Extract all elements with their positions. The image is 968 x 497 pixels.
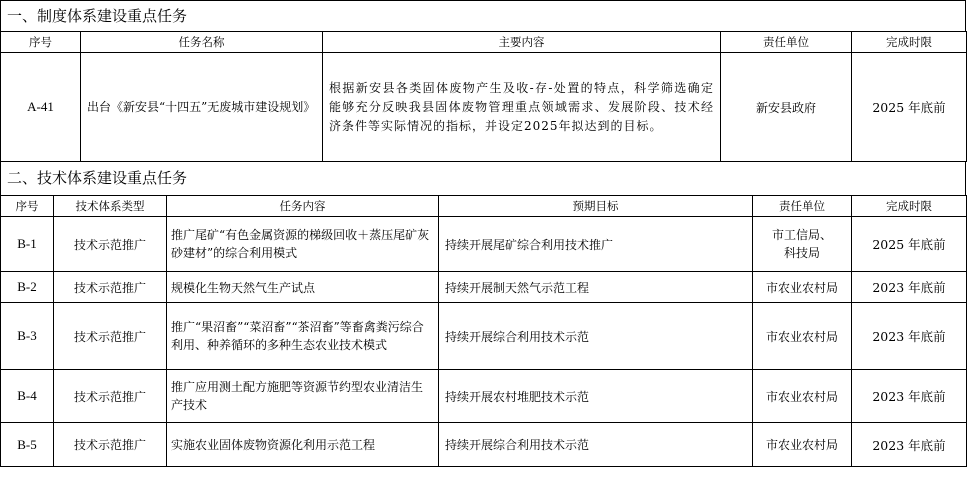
row-tech-type: 技术示范推广 bbox=[54, 272, 167, 303]
row-deadline: 2023 年底前 bbox=[852, 303, 967, 370]
row-task-name: 出台《新安县“十四五”无废城市建设规划》 bbox=[81, 53, 323, 162]
row-main-content: 根据新安县各类固体废物产生及收-存-处置的特点，科学筛选确定能够充分反映我县固体废物管理重点领域需求、发展阶段、技术经济条件等实际情况的指标，并设定2025年拟达到的目标。 bbox=[323, 53, 721, 162]
row-deadline: 2023 年底前 bbox=[852, 423, 967, 467]
row-tech-type: 技术示范推广 bbox=[54, 303, 167, 370]
row-seq: B-2 bbox=[1, 272, 54, 303]
row-task-content: 实施农业固体废物资源化利用示范工程 bbox=[167, 423, 439, 467]
header-task-content: 任务内容 bbox=[167, 196, 439, 217]
row-seq: B-3 bbox=[1, 303, 54, 370]
row-task-content: 推广“果沼畜”“菜沼畜”“茶沼畜”等畜禽粪污综合利用、种养循环的多种生态农业技术模式 bbox=[167, 303, 439, 370]
row-seq: A-41 bbox=[1, 53, 81, 162]
row-deadline: 2023 年底前 bbox=[852, 272, 967, 303]
section2-header-row bbox=[1, 196, 967, 217]
row-expected-goal: 持续开展尾矿综合利用技术推广 bbox=[439, 217, 753, 272]
section2-table bbox=[0, 195, 967, 467]
header-task-name: 任务名称 bbox=[81, 32, 323, 53]
row-deadline: 2025 年底前 bbox=[852, 217, 967, 272]
header-responsible-unit: 责任单位 bbox=[753, 196, 852, 217]
row-responsible-unit: 市农业农村局 bbox=[753, 370, 852, 423]
row-responsible-unit: 市农业农村局 bbox=[753, 272, 852, 303]
header-seq: 序号 bbox=[1, 196, 54, 217]
table-row bbox=[1, 217, 967, 272]
row-expected-goal: 持续开展制天然气示范工程 bbox=[439, 272, 753, 303]
row-deadline: 2023 年底前 bbox=[852, 370, 967, 423]
row-expected-goal: 持续开展综合利用技术示范 bbox=[439, 303, 753, 370]
table-row bbox=[1, 53, 967, 162]
row-seq: B-1 bbox=[1, 217, 54, 272]
row-responsible-unit: 市农业农村局 bbox=[753, 303, 852, 370]
row-tech-type: 技术示范推广 bbox=[54, 217, 167, 272]
row-responsible-unit: 市农业农村局 bbox=[753, 423, 852, 467]
header-responsible-unit: 责任单位 bbox=[721, 32, 852, 53]
section1-header-row bbox=[1, 32, 967, 53]
row-seq: B-5 bbox=[1, 423, 54, 467]
row-seq: B-4 bbox=[1, 370, 54, 423]
header-tech-type: 技术体系类型 bbox=[54, 196, 167, 217]
row-task-content: 推广应用测土配方施肥等资源节约型农业清洁生产技术 bbox=[167, 370, 439, 423]
row-task-content: 规模化生物天然气生产试点 bbox=[167, 272, 439, 303]
row-responsible-unit: 新安县政府 bbox=[721, 53, 852, 162]
table-row bbox=[1, 303, 967, 370]
header-expected-goal: 预期目标 bbox=[439, 196, 753, 217]
row-tech-type: 技术示范推广 bbox=[54, 370, 167, 423]
header-seq: 序号 bbox=[1, 32, 81, 53]
row-expected-goal: 持续开展综合利用技术示范 bbox=[439, 423, 753, 467]
table-row bbox=[1, 370, 967, 423]
row-task-content: 推广尾矿“有色金属资源的梯级回收＋蒸压尾矿灰砂建材”的综合利用模式 bbox=[167, 217, 439, 272]
row-expected-goal: 持续开展农村堆肥技术示范 bbox=[439, 370, 753, 423]
section2-title: 二、技术体系建设重点任务 bbox=[0, 162, 966, 195]
section1-table bbox=[0, 31, 967, 162]
section1-title: 一、制度体系建设重点任务 bbox=[0, 0, 966, 31]
row-responsible-unit: 市工信局、科技局 bbox=[753, 217, 852, 272]
header-deadline: 完成时限 bbox=[852, 32, 967, 53]
table-row bbox=[1, 272, 967, 303]
row-deadline: 2025 年底前 bbox=[852, 53, 967, 162]
table-row bbox=[1, 423, 967, 467]
header-deadline: 完成时限 bbox=[852, 196, 967, 217]
header-main-content: 主要内容 bbox=[323, 32, 721, 53]
row-tech-type: 技术示范推广 bbox=[54, 423, 167, 467]
